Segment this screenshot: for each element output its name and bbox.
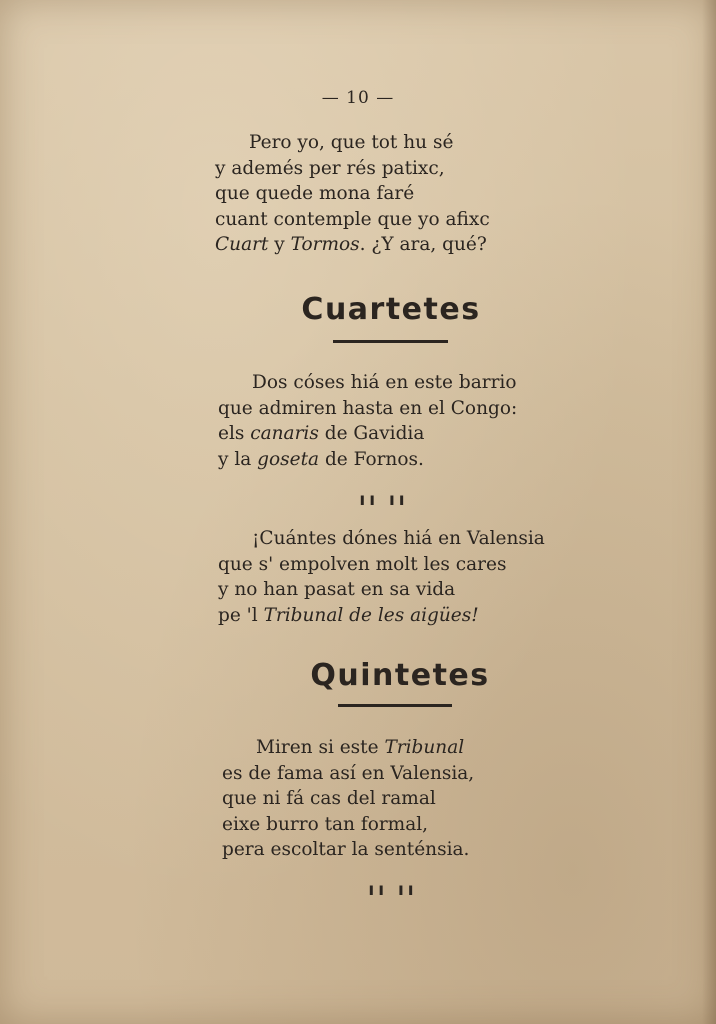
verse-line: Dos cóses hiá en este barrio: [252, 372, 517, 393]
verse-line: [218, 603, 545, 629]
verse-italic: canaris: [250, 423, 319, 444]
section-heading-quintetes: Quintetes: [310, 658, 490, 693]
verse-line: cuant contemple que yo afixc: [215, 208, 490, 230]
verse-text: els: [218, 423, 251, 444]
verse-line: eixe burro tan formal,: [222, 813, 429, 835]
verse-text: de Fornos.: [319, 448, 424, 470]
verse-line: que admiren hasta en el Congo:: [218, 397, 518, 419]
verse-text: y la: [218, 448, 258, 470]
verse-line: pera escoltar la senténsia.: [222, 839, 470, 860]
verse-line: ¡Cuántes dónes hiá en Valensia: [252, 528, 545, 549]
verse-line: [218, 447, 517, 473]
verse-line: y no han pasat en sa vida: [218, 579, 456, 600]
page-number: — 10 —: [321, 88, 395, 108]
verse-line: que s' empolven molt les cares: [218, 553, 507, 575]
verse-line: [215, 232, 490, 258]
section-heading-cuartetes: Cuartetes: [301, 292, 481, 327]
verse-line: [218, 421, 517, 447]
verse-text: pe 'l: [218, 604, 264, 626]
page-edge-shadow: [702, 0, 716, 1024]
verse-line: Pero yo, que tot hu sé: [249, 132, 454, 153]
verse-italic: Tribunal de les aigües!: [263, 604, 479, 626]
ornament-divider: ıı ıı: [368, 880, 418, 900]
verse-text: Miren si este: [256, 737, 385, 758]
verse-text: y: [268, 234, 291, 255]
ornament-divider: ıı ıı: [359, 490, 409, 510]
verse-line: es de fama así en Valensia,: [222, 762, 475, 784]
verse-line: [222, 735, 474, 761]
verse-italic: Tribunal: [384, 737, 465, 758]
verse-line: que ni fá cas del ramal: [222, 788, 436, 809]
stanza-quinteta: [222, 735, 474, 863]
verse-text: . ¿Y ara, qué?: [359, 234, 487, 255]
stanza-cuarteta-2: [218, 526, 545, 628]
stanza-intro: [215, 130, 490, 258]
verse-line: y ademés per rés patixc,: [215, 157, 445, 179]
verse-italic: goseta: [257, 448, 320, 470]
verse-italic: Tormos: [290, 234, 360, 255]
verse-italic: Cuart: [215, 234, 269, 255]
heading-rule: [338, 704, 452, 707]
heading-rule: [333, 340, 448, 343]
verse-line: que quede mona faré: [215, 183, 415, 204]
verse-text: de Gavidia: [318, 423, 425, 444]
stanza-cuarteta-1: [218, 370, 517, 472]
